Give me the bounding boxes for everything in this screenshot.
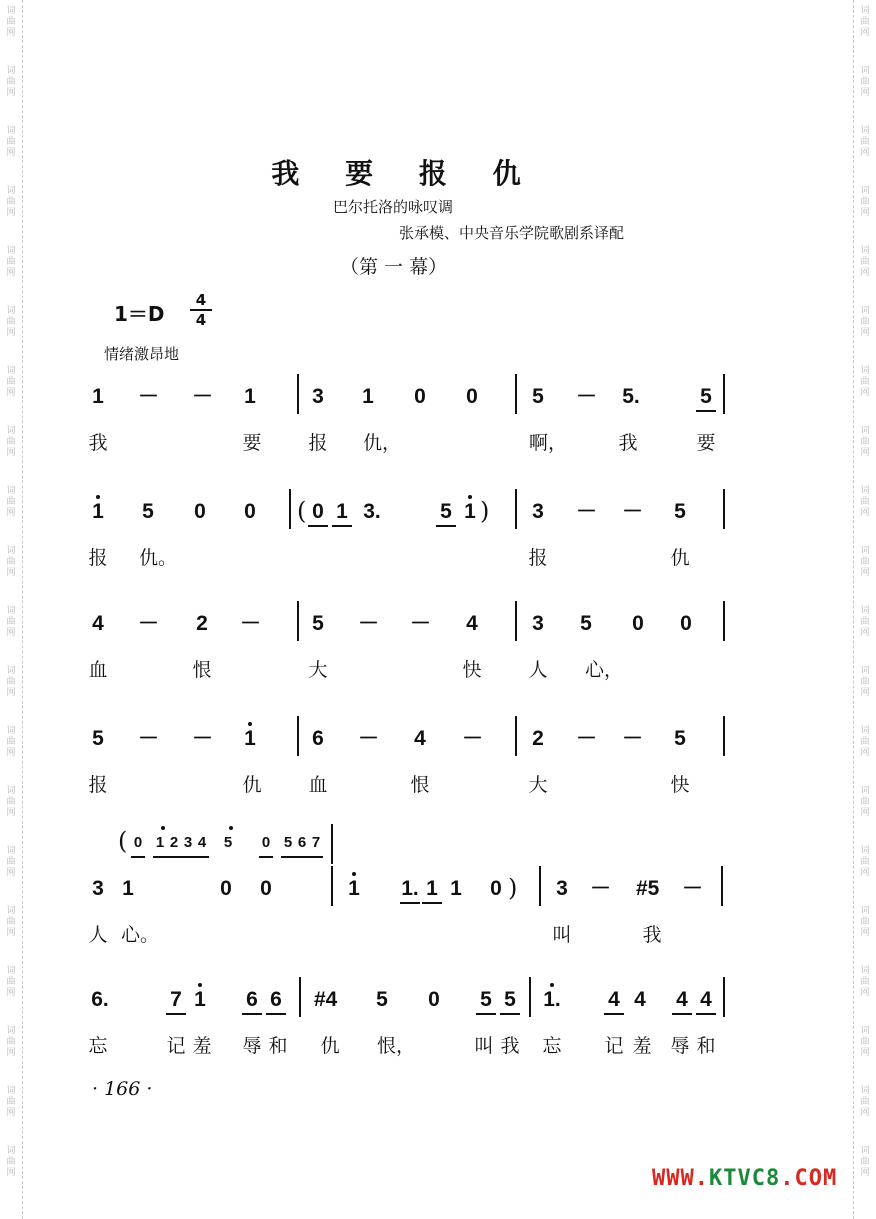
lyric: 仇。	[139, 547, 178, 569]
time-signature-bottom: 4	[195, 311, 207, 329]
note: 7	[309, 830, 323, 858]
watermark-text: 词 曲 网	[860, 1026, 870, 1058]
note: 3	[532, 500, 544, 523]
lyric: 忘	[542, 1035, 562, 1057]
bar-line	[515, 716, 517, 756]
bar-line	[723, 489, 725, 529]
note: 1	[122, 877, 134, 900]
lyric: 血	[88, 659, 108, 681]
note: 5	[142, 500, 154, 523]
note: 5	[281, 830, 295, 858]
watermark-text: 词 曲 网	[860, 726, 870, 758]
lyric: 心。	[121, 924, 160, 946]
lyric: 快	[670, 774, 690, 796]
note: 0	[131, 830, 145, 858]
note: 6	[266, 987, 286, 1015]
lyric: 心，	[585, 659, 624, 681]
note: 5	[312, 612, 324, 635]
lyric: 辱	[670, 1035, 690, 1057]
note: 4	[634, 988, 646, 1011]
note: #4	[314, 988, 338, 1011]
note: 4	[604, 987, 624, 1015]
lyric: 仇	[320, 1035, 340, 1057]
lyric: 报	[528, 547, 548, 569]
watermark-text: 词 曲 网	[6, 186, 16, 218]
note: 0	[428, 988, 440, 1011]
parenthesis: )	[508, 874, 518, 902]
note: 5	[696, 384, 716, 412]
bar-line	[331, 866, 333, 906]
bar-line	[723, 374, 725, 414]
note: 3.	[363, 500, 381, 523]
watermark-text: 词 曲 网	[860, 66, 870, 98]
act-label: （第 一 幕）	[340, 256, 448, 278]
song-subtitle: 巴尔托洛的咏叹调	[333, 198, 454, 216]
lyric: 和	[268, 1035, 288, 1057]
note: 3	[556, 877, 568, 900]
note: 6	[295, 830, 309, 858]
note: 1	[240, 726, 260, 752]
time-signature	[190, 292, 212, 328]
note: 4	[195, 830, 209, 858]
note: －	[622, 500, 643, 523]
lyric: 仇，	[363, 432, 402, 454]
note: 1	[92, 385, 104, 408]
lyric: 要	[242, 432, 262, 454]
note: 4	[696, 987, 716, 1015]
translator-credit: 张承模、中央音乐学院歌剧系译配	[399, 224, 625, 242]
right-watermark-strip	[853, 0, 876, 1219]
note: 0	[680, 612, 692, 635]
bar-line	[529, 977, 531, 1017]
note: －	[462, 727, 483, 750]
watermark-text: 词 曲 网	[6, 846, 16, 878]
note: 6.	[91, 988, 109, 1011]
bar-line	[297, 716, 299, 756]
logo-prefix: WWW.	[652, 1166, 709, 1191]
watermark-text: 词 曲 网	[860, 546, 870, 578]
lyric: 恨	[410, 774, 430, 796]
watermark-text: 词 曲 网	[860, 966, 870, 998]
note: －	[192, 727, 213, 750]
note: －	[622, 727, 643, 750]
lyric: 啊，	[529, 432, 568, 454]
watermark-text: 词 曲 网	[6, 1146, 16, 1178]
note: 0	[466, 385, 478, 408]
key-signature: 1＝D	[114, 302, 165, 326]
note: 0	[194, 500, 206, 523]
bar-line	[723, 977, 725, 1017]
note: 5	[476, 987, 496, 1015]
note: 4	[414, 727, 426, 750]
lyric: 人	[88, 924, 108, 946]
note: 5	[580, 612, 592, 635]
note: 5	[221, 830, 235, 856]
watermark-text: 词 曲 网	[860, 306, 870, 338]
note: －	[192, 385, 213, 408]
note: 4	[466, 612, 478, 635]
note: 5	[436, 499, 456, 527]
lyric: 快	[462, 659, 482, 681]
watermark-text: 词 曲 网	[6, 366, 16, 398]
note: 5	[500, 987, 520, 1015]
note: －	[138, 385, 159, 408]
watermark-text: 词 曲 网	[860, 186, 870, 218]
note: 1	[153, 830, 167, 858]
lyric: 记	[604, 1035, 624, 1057]
note: 5	[674, 500, 686, 523]
lyric: 我	[88, 432, 108, 454]
lyric: 记	[166, 1035, 186, 1057]
watermark-text: 词 曲 网	[6, 786, 16, 818]
note: 5	[674, 727, 686, 750]
watermark-text: 词 曲 网	[6, 606, 16, 638]
note: 3	[181, 830, 195, 858]
bar-line	[299, 977, 301, 1017]
note: 4	[92, 612, 104, 635]
note: 1	[244, 385, 256, 408]
watermark-text: 词 曲 网	[860, 1086, 870, 1118]
parenthesis: (	[297, 497, 307, 525]
lyric: 报	[308, 432, 328, 454]
note: 3	[92, 877, 104, 900]
note: #5	[636, 877, 660, 900]
watermark-text: 词 曲 网	[6, 306, 16, 338]
lyric: 报	[88, 774, 108, 796]
note: 6	[312, 727, 324, 750]
note: －	[576, 500, 597, 523]
bar-line	[515, 601, 517, 641]
note: 0	[260, 877, 272, 900]
watermark-text: 词 曲 网	[6, 486, 16, 518]
note: －	[576, 727, 597, 750]
bar-line	[331, 824, 333, 864]
site-logo	[652, 1166, 837, 1191]
song-title: 我 要 报 仇	[271, 157, 539, 190]
lyric: 报	[88, 547, 108, 569]
lyric: 我	[618, 432, 638, 454]
watermark-text: 词 曲 网	[6, 246, 16, 278]
note: －	[358, 727, 379, 750]
bar-line	[297, 374, 299, 414]
note: 5	[532, 385, 544, 408]
watermark-text: 词 曲 网	[6, 666, 16, 698]
bar-line	[289, 489, 291, 529]
lyric: 辱	[242, 1035, 262, 1057]
note: －	[410, 612, 431, 635]
note: 4	[672, 987, 692, 1015]
watermark-text: 词 曲 网	[6, 546, 16, 578]
lyric: 仇	[242, 774, 262, 796]
note: 7	[166, 987, 186, 1015]
lyric: 我	[642, 924, 662, 946]
lyric: 羞	[632, 1035, 652, 1057]
note: 1	[332, 499, 352, 527]
watermark-text: 词 曲 网	[860, 246, 870, 278]
watermark-text: 词 曲 网	[860, 6, 870, 38]
lyric: 忘	[88, 1035, 108, 1057]
note: 5.	[622, 385, 640, 408]
logo-brand: KTVC8	[708, 1166, 781, 1191]
watermark-text: 词 曲 网	[6, 126, 16, 158]
watermark-text: 词 曲 网	[860, 426, 870, 458]
lyric: 恨	[192, 659, 212, 681]
note: 2	[532, 727, 544, 750]
note: 1	[344, 876, 364, 902]
note: 1	[450, 877, 462, 900]
parenthesis: (	[118, 827, 128, 855]
watermark-text: 词 曲 网	[860, 906, 870, 938]
bar-line	[515, 489, 517, 529]
note: －	[682, 877, 703, 900]
note: 1	[88, 499, 108, 525]
note: 3	[312, 385, 324, 408]
note: －	[138, 612, 159, 635]
tempo-marking: 情绪激昂地	[104, 345, 180, 363]
note: 5	[376, 988, 388, 1011]
note: 0	[259, 830, 273, 858]
lyric: 和	[696, 1035, 716, 1057]
parenthesis: )	[480, 497, 490, 525]
note: －	[240, 612, 261, 635]
watermark-text: 词 曲 网	[6, 66, 16, 98]
note: 2	[167, 830, 181, 858]
note: 0	[490, 877, 502, 900]
watermark-text: 词 曲 网	[6, 726, 16, 758]
note: －	[576, 385, 597, 408]
watermark-text: 词 曲 网	[6, 906, 16, 938]
note: 1	[190, 987, 210, 1013]
lyric: 恨，	[377, 1035, 416, 1057]
bar-line	[539, 866, 541, 906]
lyric: 仇	[670, 547, 690, 569]
lyric: 我	[500, 1035, 520, 1057]
watermark-text: 词 曲 网	[860, 486, 870, 518]
lyric: 大	[308, 659, 328, 681]
lyric: 大	[528, 774, 548, 796]
note: 0	[414, 385, 426, 408]
note: 0	[632, 612, 644, 635]
note: 0	[244, 500, 256, 523]
lyric: 人	[528, 659, 548, 681]
note: 1.	[400, 876, 420, 904]
note: 0	[308, 499, 328, 527]
watermark-text: 词 曲 网	[860, 606, 870, 638]
watermark-text: 词 曲 网	[860, 786, 870, 818]
note: 1	[362, 385, 374, 408]
watermark-text: 词 曲 网	[6, 966, 16, 998]
bar-line	[297, 601, 299, 641]
note: 1	[460, 499, 480, 525]
note: 5	[92, 727, 104, 750]
note: 6	[242, 987, 262, 1015]
note: 0	[220, 877, 232, 900]
lyric: 叫	[552, 924, 572, 946]
logo-suffix: .COM	[780, 1166, 838, 1191]
note: 1	[422, 876, 442, 904]
note: 1.	[543, 988, 561, 1011]
lyric: 血	[308, 774, 328, 796]
watermark-text: 词 曲 网	[860, 1146, 870, 1178]
bar-line	[723, 601, 725, 641]
watermark-text: 词 曲 网	[860, 666, 870, 698]
watermark-text: 词 曲 网	[6, 1086, 16, 1118]
watermark-text: 词 曲 网	[860, 846, 870, 878]
left-watermark-strip	[0, 0, 23, 1219]
note: －	[358, 612, 379, 635]
page-number: · 166 ·	[92, 1078, 153, 1100]
time-signature-top: 4	[195, 291, 207, 309]
lyric: 叫	[474, 1035, 494, 1057]
bar-line	[723, 716, 725, 756]
watermark-text: 词 曲 网	[860, 366, 870, 398]
watermark-text: 词 曲 网	[6, 6, 16, 38]
note: 2	[196, 612, 208, 635]
note: －	[138, 727, 159, 750]
watermark-text: 词 曲 网	[6, 1026, 16, 1058]
note: －	[590, 877, 611, 900]
note: 3	[532, 612, 544, 635]
watermark-text: 词 曲 网	[860, 126, 870, 158]
lyric: 要	[696, 432, 716, 454]
lyric: 羞	[192, 1035, 212, 1057]
bar-line	[515, 374, 517, 414]
bar-line	[721, 866, 723, 906]
watermark-text: 词 曲 网	[6, 426, 16, 458]
